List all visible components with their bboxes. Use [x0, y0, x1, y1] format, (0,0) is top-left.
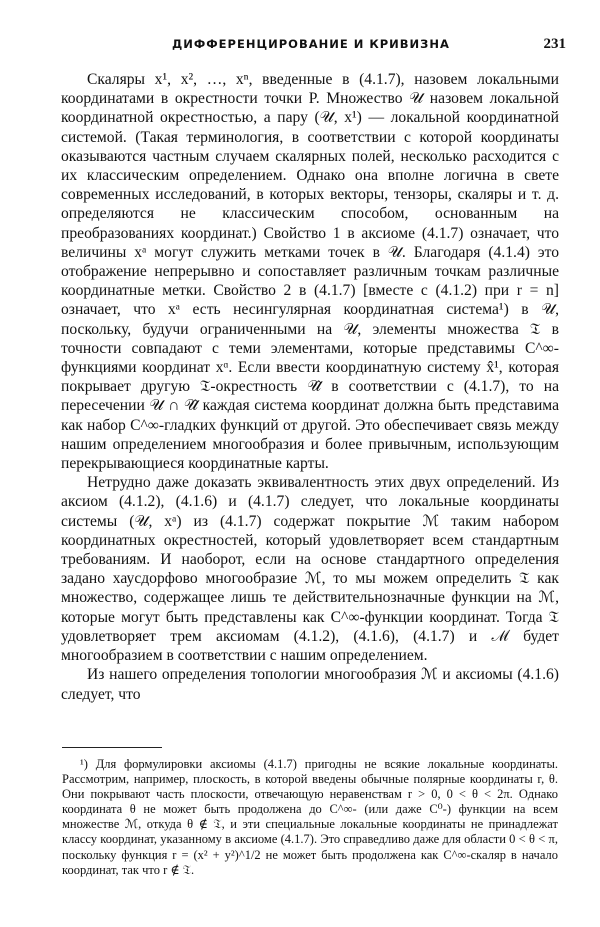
footnote-text: ¹) Для формулировки аксиомы (4.1.7) пригодны не всякие локальные координаты. Рассмотрим, например, плоскость, в которой введены обычные полярные координаты r, θ. Они покрывают часть плоскости, отвечающую неравенствам r > 0, 0 < θ < 2π. Однако координата θ не может быть продолжена до C^∞- (или даже C⁰-) функции на всем множестве ℳ, откуда θ ∉ 𝔗, и эти специальные локальные координаты не принадлежат классу координат, указанному в аксиоме (4.1.7). Это справедливо даже для области 0 < θ < π, поскольку функция r = (x² + y²)^1/2 не может быть продолжена как C^∞-скаляр в начало координат, так что r ∉ 𝔗.	[62, 757, 558, 877]
paragraph-3: Из нашего определения топологии многообразия ℳ и аксиомы (4.1.6) следует, что	[61, 666, 559, 703]
paragraph-1: Скаляры x¹, x², …, xⁿ, введенные в (4.1.7), назовем локальными координатами в окрестности точки P. Множество 𝒰 назовем локальной координатной окрестностью, а пару (𝒰, x¹) — локальной координатной системой. (Такая терминология, в соответствии с которой координаты оказываются частным случаем скалярных полей, несколько расходится с их классическим определением. Однако она вполне логична в свете современных исследований, в которых векторы, тензоры, скаляры и т. д. определяются не классическим способом, основанным на преобразованиях координат.) Свойство 1 в аксиоме (4.1.7) означает, что величины xᵃ могут служить метками точек в 𝒰. Благодаря (4.1.4) это отображение непрерывно и сопоставляет различным точкам различные координатные метки. Свойство 2 в (4.1.7) [вместе с (4.1.2) при r = n] означает, что xᵃ есть несингулярная координатная система¹) в 𝒰, поскольку, будучи ограниченными на 𝒰, элементы множества 𝔗 в точности совпадают с теми элементами, которые представимы C^∞-функциями координат xᵅ. Если ввести координатную систему x̂¹, которая покрывает другую 𝔗-окрестность 𝒰̂ в соответствии с (4.1.7), то на пересечении 𝒰 ∩ 𝒰̂ каждая система координат должна быть представима как набор C^∞-гладких функций от другой. Это обеспечивает связь между нашим определением многообразия и более привычным, использующим перекрывающиеся координатные карты.	[61, 71, 559, 473]
paragraph-2: Нетрудно даже доказать эквивалентность этих двух определений. Из аксиом (4.1.2), (4.1.6) и (4.1.7) следует, что локальные координаты системы (𝒰, xᵃ) из (4.1.7) содержат покрытие ℳ таким набором координатных окрестностей, который удовлетворяет всем стандартным требованиям. И наоборот, если на основе стандартного определения задано хаусдорфово многообразие ℳ, то мы можем определить 𝔗 как множество, содержащее лишь те действительнозначные функции на ℳ, которые могут быть представлены как C^∞-функции координат. Тогда 𝔗 удовлетворяет трем аксиомам (4.1.2), (4.1.6), (4.1.7) и ℳ будет многообразием в соответствии с нашим определением.	[61, 474, 559, 665]
page-header	[62, 36, 566, 56]
running-title: ДИФФЕРЕНЦИРОВАНИЕ И КРИВИЗНА	[172, 37, 450, 51]
main-text	[61, 70, 559, 704]
footnote	[62, 757, 558, 878]
page-number: 231	[543, 36, 566, 52]
footnote-divider	[62, 747, 162, 748]
